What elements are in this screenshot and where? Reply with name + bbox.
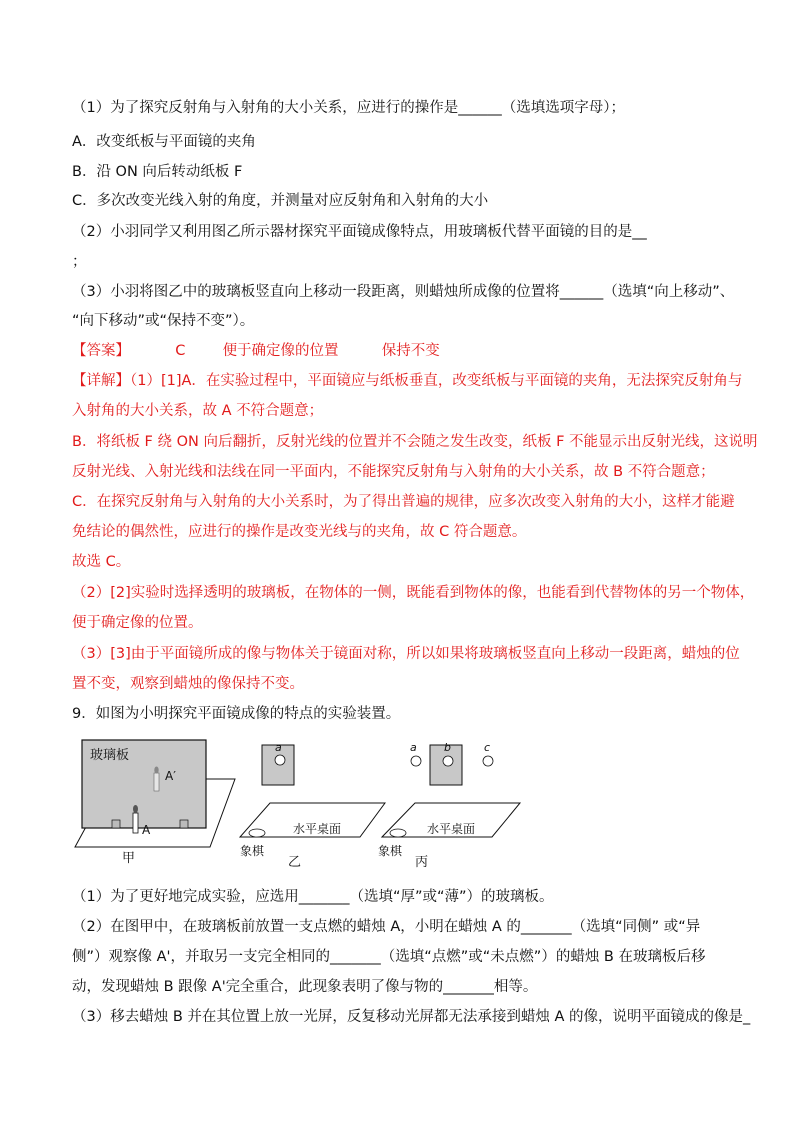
option-b: B．沿 ON 向后转动纸板 F [72,164,243,180]
figure-jia [75,740,235,866]
question-3: （3）小羽将图乙中的玻璃板竖直向上移动一段距离，则蜡烛所成像的位置将______（选填“向上移动”、 [72,284,735,300]
candle-label: A [142,823,151,837]
option-a: A．改变纸板与平面镜的夹角 [72,134,256,150]
caption-bing: 丙 [415,855,429,870]
marker-b: b [444,741,451,754]
board-stand-right [180,820,188,828]
piece-label: 象棋 [378,844,403,858]
detail-line: 入射角的大小关系，故 A 不符合题意； [72,403,324,419]
question-1: （1）为了探究反射角与入射角的大小关系，应进行的操作是______（选填选项字母）； [72,100,625,116]
option-c: C．多次改变光线入射的角度，并测量对应反射角和入射角的大小 [72,193,489,209]
detail-line: B．将纸板 F 绕 ON 向后翻折，反射光线的位置并不会随之发生改变，纸板 F 不能显示出反射光线，这说明 [72,434,758,450]
table-label: 水平桌面 [427,822,476,836]
answer-line [72,341,440,361]
image-candle [154,773,159,791]
detail-line: 反射光线、入射光线和法线在同一平面内，不能探究反射角与入射角的大小关系，故 B 不符合题意； [72,464,715,480]
part-3: （3）移去蜡烛 B 并在其位置上放一光屏，反复移动光屏都无法承接到蜡烛 A 的像，说明平面镜成的像是_ [72,1009,751,1025]
experiment-figures [60,735,720,875]
detail-line: 免结论的偶然性，应进行的操作是改变光线与的夹角，故 C 符合题意。 [72,524,527,540]
answer-2: 便于确定像的位置 [222,343,339,359]
answer-1: C [175,343,186,359]
detail-line: C．在探究反射角与入射角的大小关系时，为了得出普遍的规律，应多次改变入射角的大小，这样才能避 [72,494,735,510]
chess-piece [483,756,493,766]
detail-line: 便于确定像的位置。 [72,615,203,631]
chess-piece [390,829,406,837]
part-1: （1）为了更好地完成实验，应选用_______（选填“厚”或“薄”）的玻璃板。 [72,889,554,905]
caption-jia: 甲 [122,851,136,866]
answer-label: 【答案】 [72,343,130,359]
chess-piece [249,829,265,837]
question-3-cont: “向下移动”或“保持不变”）。 [72,313,255,329]
detail-line: 【详解】（1）[1]A．在实验过程中，平面镜应与纸板垂直，改变纸板与平面镜的夹角，无法探究反射角与 [72,373,743,389]
question-2: （2）小羽同学又利用图乙所示器材探究平面镜成像特点，用玻璃板代替平面镜的目的是__ [72,224,647,240]
image-flame-icon [154,767,158,774]
table-label: 水平桌面 [293,822,342,836]
board-stand-left [112,820,120,828]
candle-a [133,813,138,833]
image-label: A′ [165,769,176,783]
chess-piece [275,755,285,765]
chess-piece [411,756,421,766]
part-2-cont: 侧”）观察像 A'，并取另一支完全相同的_______（选填“点燃”或“未点燃”）的蜡烛 B 在玻璃板后移 [72,949,706,965]
part-2-cont: 动，发现蜡烛 B 跟像 A'完全重合，此现象表明了像与物的_______相等。 [72,979,538,995]
question-9: 9．如图为小明探究平面镜成像的特点的实验装置。 [72,706,401,722]
figure-bing [378,741,520,870]
flame-icon [133,805,138,813]
marker-a: a [275,741,282,754]
glass-board-label: 玻璃板 [90,748,130,763]
detail-line: 故选 C。 [72,554,131,570]
detail-line: 置不变，观察到蜡烛的像保持不变。 [72,676,304,692]
part-2: （2）在图甲中，在玻璃板前放置一支点燃的蜡烛 A，小明在蜡烛 A 的_______（选填“同侧” 或“异 [72,919,701,935]
answer-3: 保持不变 [381,343,440,359]
caption-yi: 乙 [288,855,302,870]
question-2-cont: ； [72,254,87,270]
figure-yi [240,741,385,870]
detail-line: （3）[3]由于平面镜所成的像与物体关于镜面对称，所以如果将玻璃板竖直向上移动一段距离，蜡烛的位 [72,646,740,662]
chess-piece [443,756,453,766]
piece-label: 象棋 [240,844,265,858]
marker-a: a [410,741,417,754]
detail-line: （2）[2]实验时选择透明的玻璃板，在物体的一侧，既能看到物体的像，也能看到代替物体的另一个物体， [72,585,755,601]
marker-c: c [484,741,491,754]
